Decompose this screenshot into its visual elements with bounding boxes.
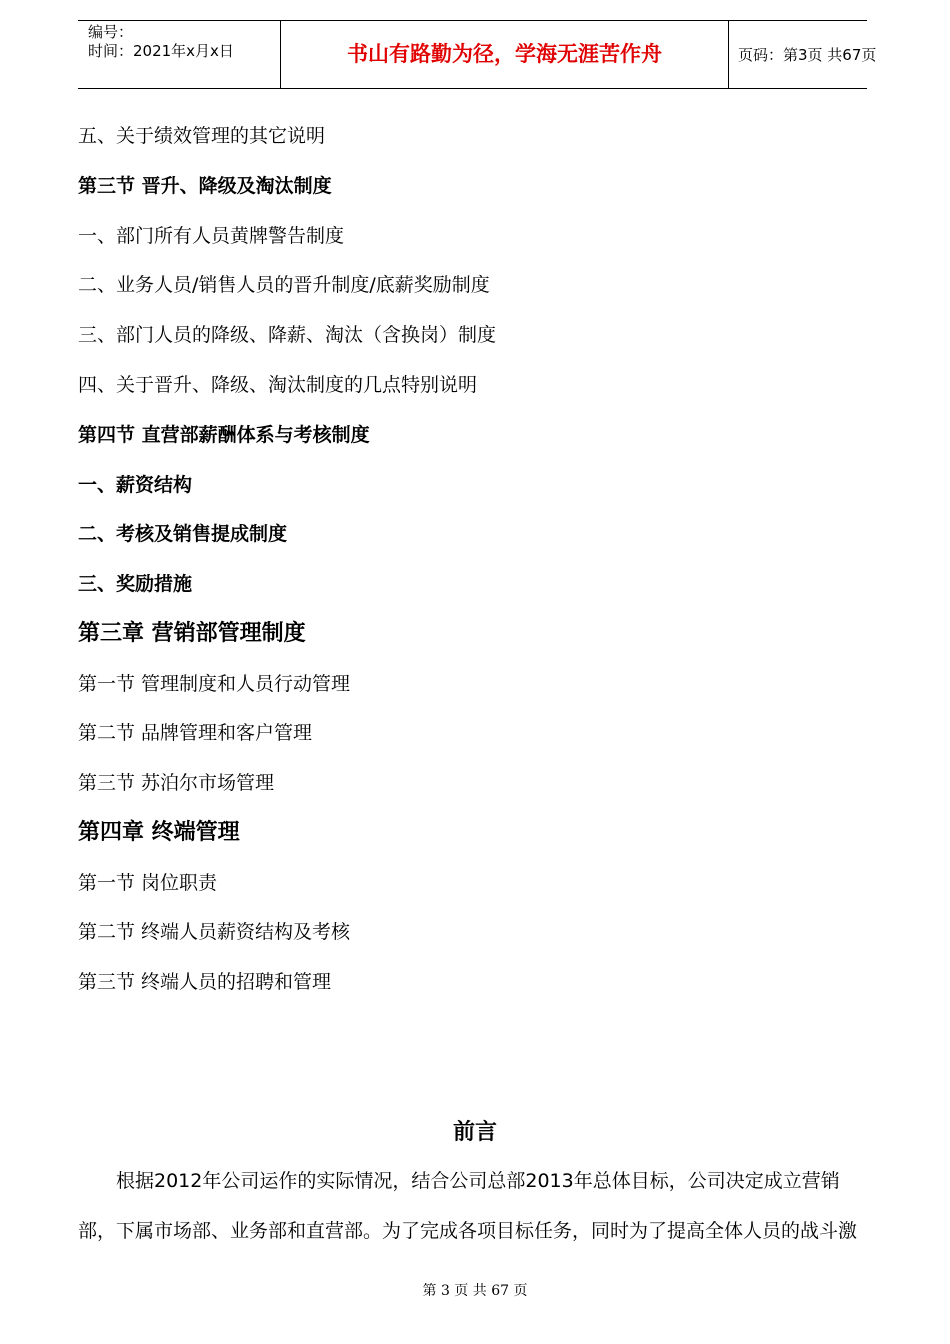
page-footer: 第 3 页 共 67 页 xyxy=(422,1283,528,1299)
toc-item: 四、关于晋升、降级、淘汰制度的几点特别说明 xyxy=(78,374,478,396)
toc-item: 二、业务人员/销售人员的晋升制度/底薪奖励制度 xyxy=(78,274,490,296)
header-meta-cell xyxy=(78,21,280,88)
toc-subheading: 三、奖励措施 xyxy=(78,573,193,595)
toc-section-heading: 第四节 直营部薪酬体系与考核制度 xyxy=(78,424,370,446)
preface-paragraph-line: 根据2012年公司运作的实际情况，结合公司总部2013年总体目标，公司决定成立营销 xyxy=(116,1170,840,1192)
preface-paragraph-line: 部，下属市场部、业务部和直营部。为了完成各项目标任务，同时为了提高全体人员的战斗激 xyxy=(78,1220,858,1242)
page-header xyxy=(78,20,877,89)
toc-chapter-heading: 第四章 终端管理 xyxy=(78,820,240,845)
toc-subheading: 一、薪资结构 xyxy=(78,474,193,496)
document-number-label: 编号： xyxy=(88,23,134,41)
toc-item: 第一节 管理制度和人员行动管理 xyxy=(78,673,351,695)
toc-item: 一、部门所有人员黄牌警告制度 xyxy=(78,225,345,247)
header-motto: 书山有路勤为径，学海无涯苦作舟 xyxy=(347,42,662,66)
toc-section-heading: 第三节 晋升、降级及淘汰制度 xyxy=(78,175,332,197)
toc-item: 第一节 岗位职责 xyxy=(78,872,218,894)
toc-item: 第二节 品牌管理和客户管理 xyxy=(78,722,313,744)
document-time-label: 时间：2021年x月x日 xyxy=(88,42,234,60)
preface-title: 前言 xyxy=(452,1120,497,1145)
toc-item: 第三节 苏泊尔市场管理 xyxy=(78,772,275,794)
toc-subheading: 二、考核及销售提成制度 xyxy=(78,523,288,545)
header-motto-cell xyxy=(280,21,729,88)
toc-item: 第二节 终端人员薪资结构及考核 xyxy=(78,921,351,943)
header-page-cell xyxy=(729,21,877,88)
header-page-number: 页码：第3页 共67页 xyxy=(738,46,877,64)
toc-chapter-heading: 第三章 营销部管理制度 xyxy=(78,621,306,646)
toc-item: 五、关于绩效管理的其它说明 xyxy=(78,125,326,147)
toc-item: 三、部门人员的降级、降薪、淘汰（含换岗）制度 xyxy=(78,324,497,346)
toc-item: 第三节 终端人员的招聘和管理 xyxy=(78,971,332,993)
